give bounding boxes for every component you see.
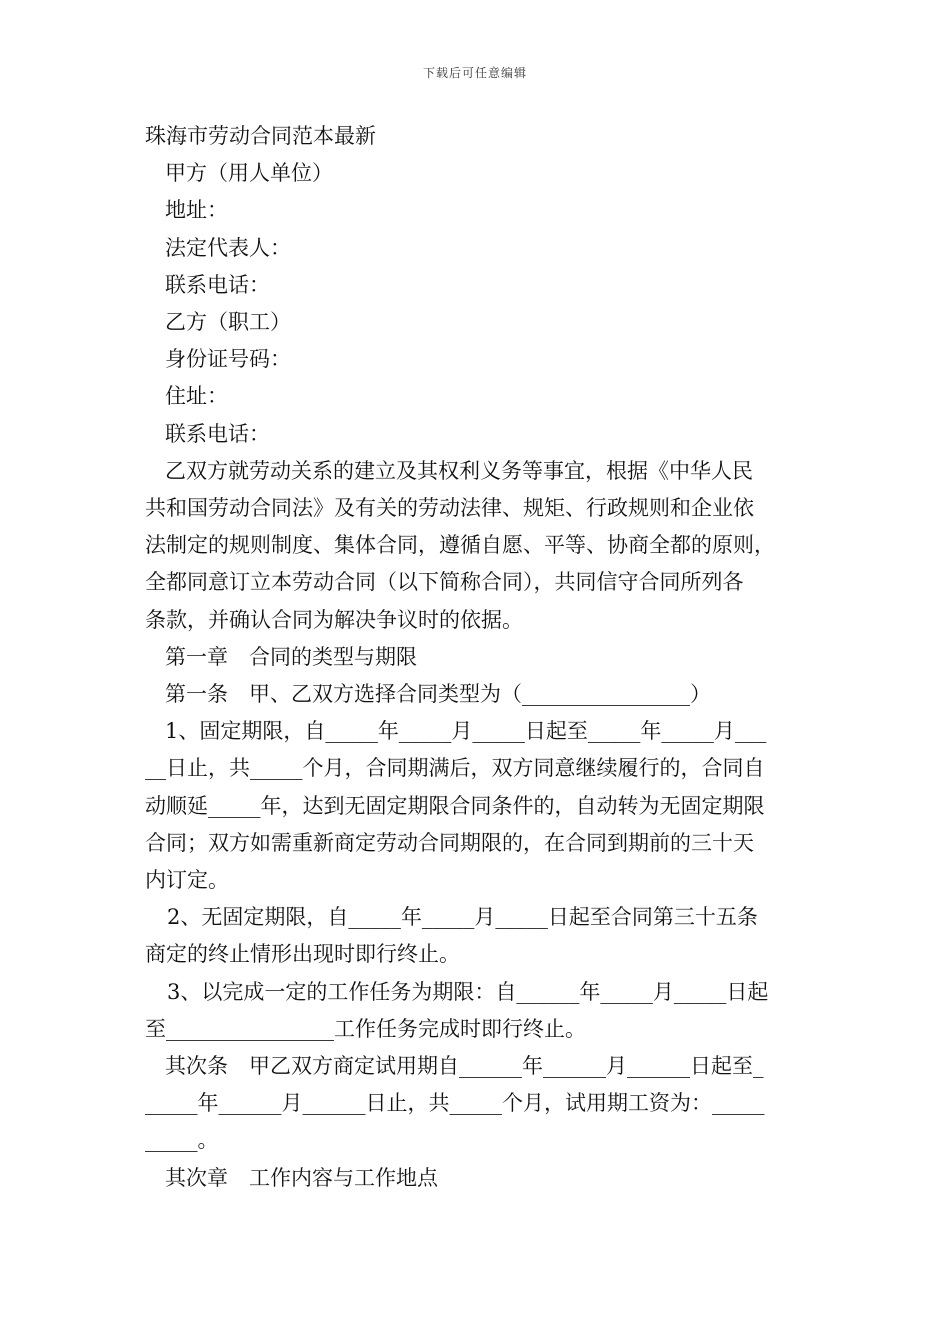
header-note: 下载后可任意编辑 [422,66,527,80]
item-1-line: 动顺延_____年，达到无固定期限合同条件的，自动转为无固定期限 [145,793,765,818]
chapter-heading: 其次章 工作内容与工作地点 [165,1165,438,1190]
article-heading: 第一条 甲、乙双方选择合同类型为（________________） [165,682,711,707]
item-1-line: 1、固定期限，自_____年_____月_____日起至_____年_____月___ [165,719,767,744]
article-2-line: 其次条 甲乙双方商定试用期自______年______月______日起至_ [165,1054,764,1079]
item-2-line: 2、无固定期限，自_____年_____月_____日起至合同第三十五条 [167,905,758,930]
item-3-line: 至________________工作任务完成时即行终止。 [145,1016,586,1041]
document-title: 珠海市劳动合同范本最新 [145,124,376,148]
item-3-line: 3、以完成一定的工作任务为期限：自______年_____月_____日起 [167,979,769,1004]
article-2-line: _____。 [145,1128,219,1153]
party-a-label: 甲方（用人单位） [165,161,333,186]
preamble-line: 共和国劳动合同法》及有关的劳动法律、规矩、行政规则和企业依 [145,496,754,521]
item-2-line: 商定的终止情形出现时即行终止。 [145,942,460,967]
item-1-line: 合同；双方如需重新商定劳动合同期限的，在合同到期前的三十天 [145,830,754,855]
phone-b-label: 联系电话： [165,421,270,446]
phone-a-label: 联系电话： [165,272,270,297]
document-body [145,118,810,1197]
address-a-label: 地址： [165,198,228,223]
article-2-line: _____年______月______日止，共_____个月，试用期工资为：_____ [145,1091,765,1116]
party-b-label: 乙方（职工） [165,310,291,335]
id-number-label: 身份证号码： [165,347,291,372]
preamble-line: 条款，并确认合同为解决争议时的依据。 [145,607,523,632]
preamble-line: 法制定的规则制度、集体合同，遵循自愿、平等、协商全都的原则， [145,533,775,558]
legal-rep-label: 法定代表人： [165,235,291,260]
chapter-heading: 第一章 合同的类型与期限 [165,644,417,669]
item-1-line: 内订定。 [145,868,229,893]
preamble-line: 全都同意订立本劳动合同（以下简称合同），共同信守合同所列各 [145,570,744,595]
preamble-line: 乙双方就劳动关系的建立及其权利义务等事宜，根据《中华人民 [165,458,753,483]
address-b-label: 住址： [165,384,228,409]
item-1-line: __日止，共_____个月，合同期满后，双方同意继续履行的，合同自 [145,756,765,781]
